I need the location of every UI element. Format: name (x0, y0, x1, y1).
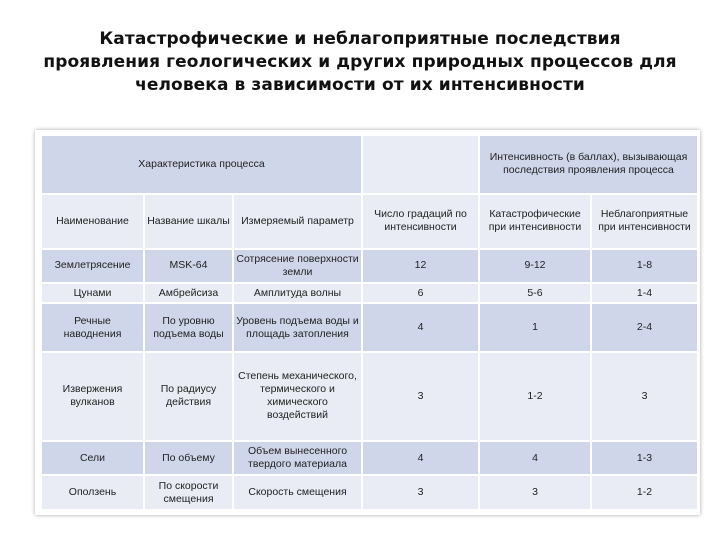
table-cell: 2-4 (592, 304, 697, 351)
table-cell: 1-8 (592, 250, 697, 282)
slide-title: Катастрофические и неблагоприятные последствия проявления геологических и других природных процессов для человека в зависимости от их интенсивности (43, 29, 677, 95)
table-cell: 1-2 (480, 353, 590, 440)
table-cell: 5-6 (480, 284, 590, 302)
table-cell: Степень механического, термического и химического воздействий (234, 353, 361, 440)
group-header-process: Характеристика процесса (42, 136, 361, 193)
table-cell: Скорость смещения (234, 476, 361, 509)
table-cell: Оползень (42, 476, 143, 509)
column-header: Измеряемый параметр (234, 195, 361, 248)
column-header: Неблагоприятные при интенсивности (592, 195, 697, 248)
table-row (42, 304, 697, 351)
table-cell: Амбрейсиза (145, 284, 232, 302)
group-header-intensity: Интенсивность (в баллах), вызывающая последствия проявления процесса (480, 136, 697, 193)
table-cell: 1-4 (592, 284, 697, 302)
table-cell: Цунами (42, 284, 143, 302)
column-header-row (42, 195, 697, 248)
column-header: Название шкалы (145, 195, 232, 248)
column-header: Число градаций по интенсивности (363, 195, 478, 248)
table-cell: 3 (592, 353, 697, 440)
table-row (42, 353, 697, 440)
table-cell: Речные наводнения (42, 304, 143, 351)
table-cell: Землетрясение (42, 250, 143, 282)
table-cell: 12 (363, 250, 478, 282)
table-cell: 1-3 (592, 442, 697, 474)
table-cell: 3 (363, 476, 478, 509)
table-row (42, 442, 697, 474)
table-cell: 6 (363, 284, 478, 302)
table-cell: Извержения вулканов (42, 353, 143, 440)
table-cell: По уровню подъема воды (145, 304, 232, 351)
table-cell: 3 (480, 476, 590, 509)
table-row (42, 476, 697, 509)
table-cell: По объему (145, 442, 232, 474)
table-cell: Уровень подъема воды и площадь затопления (234, 304, 361, 351)
table-cell: Сели (42, 442, 143, 474)
table-cell: 4 (480, 442, 590, 474)
table-cell: Сотрясение поверхности земли (234, 250, 361, 282)
table-cell: По скорости смещения (145, 476, 232, 509)
group-header-spacer (363, 136, 478, 193)
group-header-row (42, 136, 697, 193)
table-cell: 1-2 (592, 476, 697, 509)
column-header: Катастрофические при интенсивности (480, 195, 590, 248)
table-row (42, 250, 697, 282)
table-cell: 3 (363, 353, 478, 440)
table-cell: Объем вынесенного твердого материала (234, 442, 361, 474)
intensity-table (40, 134, 699, 511)
table-cell: По радиусу действия (145, 353, 232, 440)
table-row (42, 284, 697, 302)
table-cell: 4 (363, 304, 478, 351)
table-cell: Амплитуда волны (234, 284, 361, 302)
table-cell: 9-12 (480, 250, 590, 282)
column-header: Наименование (42, 195, 143, 248)
table-cell: 1 (480, 304, 590, 351)
intensity-table-container (35, 130, 700, 515)
table-cell: MSK-64 (145, 250, 232, 282)
table-cell: 4 (363, 442, 478, 474)
